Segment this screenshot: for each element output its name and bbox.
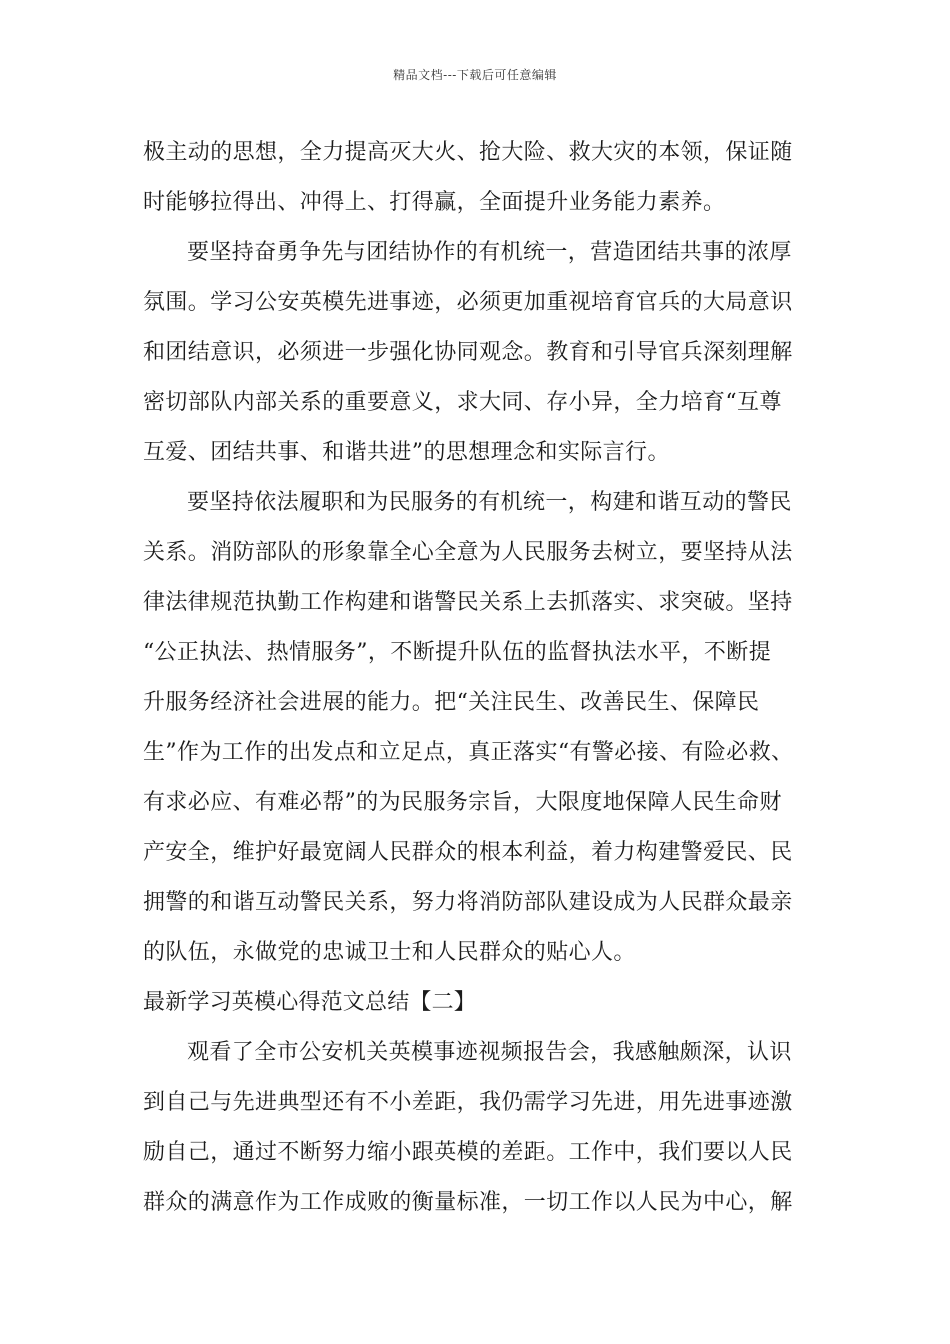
text-line: 极主动的思想，全力提高灭大火、抢大险、救大灾的本领，保证随 xyxy=(143,140,793,165)
text-line: 产安全，维护好最宽阔人民群众的根本利益，着力构建警爱民、民 xyxy=(143,840,793,865)
text-line: 互爱、团结共事、和谐共进”的思想理念和实际言行。 xyxy=(143,440,670,465)
page-header: 精品文档---下载后可任意编辑 xyxy=(393,68,557,82)
text-line: 密切部队内部关系的重要意义，求大同、存小异，全力培育“互尊 xyxy=(143,390,782,415)
text-line: 和团结意识，必须进一步强化协同观念。教育和引导官兵深刻理解 xyxy=(143,340,793,365)
text-line: 群众的满意作为工作成败的衡量标准，一切工作以人民为中心，解 xyxy=(143,1190,793,1215)
text-line: 有求必应、有难必帮”的为民服务宗旨，大限度地保障人民生命财 xyxy=(143,790,782,815)
text-line: 关系。消防部队的形象靠全心全意为人民服务去树立，要坚持从法 xyxy=(143,540,793,565)
text-line: 氛围。学习公安英模先进事迹，必须更加重视培育官兵的大局意识 xyxy=(143,290,793,315)
text-line: “公正执法、热情服务”，不断提升队伍的监督执法水平，不断提 xyxy=(143,640,772,665)
section-heading: 最新学习英模心得范文总结【二】 xyxy=(143,990,477,1015)
text-line: 励自己，通过不断努力缩小跟英模的差距。工作中，我们要以人民 xyxy=(143,1140,793,1165)
text-line: 时能够拉得出、冲得上、打得赢，全面提升业务能力素养。 xyxy=(143,190,726,215)
text-line: 观看了全市公安机关英模事迹视频报告会，我感触颇深，认识 xyxy=(187,1040,792,1065)
text-line: 生”作为工作的出发点和立足点，真正落实“有警必接、有险必救、 xyxy=(143,740,794,765)
text-line: 律法律规范执勤工作构建和谐警民关系上去抓落实、求突破。坚持 xyxy=(143,590,793,615)
text-line: 要坚持依法履职和为民服务的有机统一，构建和谐互动的警民 xyxy=(187,490,792,515)
document-body xyxy=(143,128,823,1228)
text-line: 升服务经济社会进展的能力。把“关注民生、改善民生、保障民 xyxy=(143,690,760,715)
text-line: 拥警的和谐互动警民关系，努力将消防部队建设成为人民群众最亲 xyxy=(143,890,793,915)
text-line: 的队伍，永做党的忠诚卫士和人民群众的贴心人。 xyxy=(143,940,636,965)
text-line: 到自己与先进典型还有不小差距，我仍需学习先进，用先进事迹激 xyxy=(143,1090,793,1115)
text-line: 要坚持奋勇争先与团结协作的有机统一，营造团结共事的浓厚 xyxy=(187,240,792,265)
